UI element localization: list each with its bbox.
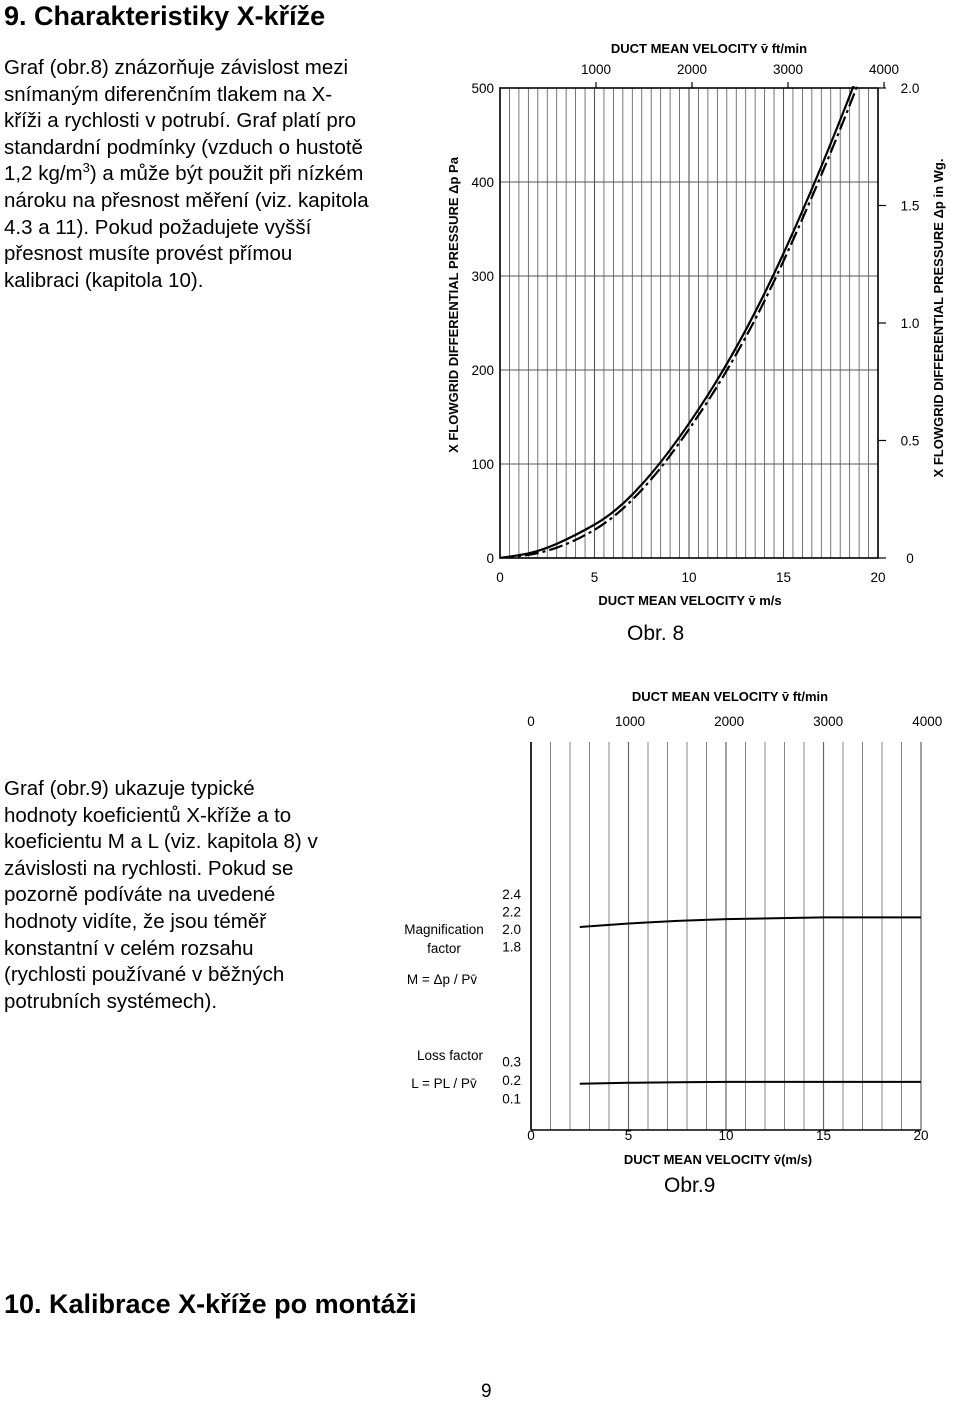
- text-line: (rychlosti používané v běžných: [4, 963, 285, 987]
- x-tick-label: 15: [815, 1128, 832, 1143]
- top-axis-title: DUCT MEAN VELOCITY v̄ ft/min: [610, 41, 808, 56]
- x-tick-label: 10: [718, 1128, 734, 1143]
- text-line: standardní podmínky (vzduch o hustotě: [4, 135, 363, 159]
- figure-8-caption: Obr. 8: [627, 622, 685, 645]
- top-tick-label: 1000: [580, 62, 612, 77]
- y-tick-label-right: 2.0: [900, 81, 920, 96]
- panel-formula: L = PL / Pv̄: [411, 1076, 477, 1091]
- x-tick-label: 20: [870, 570, 886, 585]
- x-axis-title: DUCT MEAN VELOCITY v̄(m/s): [623, 1152, 813, 1167]
- top-tick-label: 1000: [615, 714, 646, 729]
- text-line: koeficientu M a L (viz. kapitola 8) v: [4, 830, 318, 854]
- text-line: závislosti na rychlosti. Pokud se: [4, 856, 294, 880]
- y-tick-label-right: 0.5: [900, 433, 920, 449]
- y-tick-label-left: 300: [471, 269, 494, 284]
- y-tick-label: 0.1: [502, 1091, 521, 1107]
- y-axis-title-left: X FLOWGRID DIFFERENTIAL PRESSURE Δp Pa: [446, 157, 461, 453]
- text-line: přesnost musíte provést přímou: [4, 242, 293, 266]
- x-tick-label: 10: [681, 570, 697, 585]
- y-tick-label: 0.2: [502, 1073, 521, 1088]
- panel-formula: M = Δp / Pv̄: [406, 972, 478, 987]
- y-tick-label-left: 500: [471, 81, 494, 96]
- y-tick-label-right: 0: [906, 551, 914, 566]
- text-segment: 1,2 kg/m: [4, 162, 83, 186]
- y-tick-label: 2.2: [502, 904, 521, 920]
- page-number: 9: [481, 1381, 492, 1402]
- loss-factor-line: [580, 1082, 921, 1084]
- figure-8-pressure-chart: [430, 30, 960, 615]
- top-tick-label: 4000: [912, 714, 943, 729]
- text-line: pozorně podíváte na uvedené: [4, 883, 276, 907]
- y-tick-label: 2.4: [502, 886, 521, 902]
- panel-label: Magnification: [404, 922, 484, 937]
- text-line: snímaným diferenčním tlakem na X-: [4, 82, 333, 106]
- text-line: hodnoty koeficientů X-kříže a to: [4, 803, 292, 827]
- y-tick-label-left: 100: [471, 457, 494, 472]
- y-tick-label: 2.0: [502, 921, 521, 937]
- x-tick-label: 0: [527, 1128, 535, 1143]
- text-line: 4.3 a 11). Pokud požadujete vyšší: [4, 215, 312, 239]
- text-line: potrubních systémech).: [4, 989, 218, 1013]
- top-tick-label: 3000: [773, 62, 804, 77]
- figure-9-coefficient-chart: [388, 680, 960, 1175]
- paragraph-fig8-description: [4, 55, 424, 294]
- x-tick-label: 5: [590, 570, 599, 585]
- top-tick-label: 0: [527, 714, 535, 729]
- top-axis-title: DUCT MEAN VELOCITY v̄ ft/min: [631, 689, 829, 704]
- top-tick-label: 4000: [869, 62, 900, 77]
- superscript: 3: [82, 160, 90, 176]
- y-tick-label-right: 1.0: [900, 316, 920, 331]
- x-tick-label: 0: [496, 570, 504, 585]
- y-tick-label: 1.8: [502, 939, 521, 955]
- x-axis-title: DUCT MEAN VELOCITY v̄ m/s: [598, 593, 782, 608]
- x-tick-label: 15: [775, 570, 792, 585]
- y-tick-label-left: 200: [471, 363, 494, 378]
- text-line: [4, 161, 424, 188]
- section-10-heading: 10. Kalibrace X-kříže po montáži: [4, 1289, 417, 1319]
- y-tick-label: 0.3: [502, 1054, 521, 1070]
- panel-label: Loss factor: [416, 1048, 484, 1063]
- section-9-heading: 9. Charakteristiky X-kříže: [4, 1, 326, 31]
- x-tick-label: 20: [913, 1128, 929, 1143]
- text-line: Graf (obr.9) ukazuje typické: [4, 777, 255, 800]
- text-line: konstantní v celém rozsahu: [4, 936, 254, 960]
- top-tick-label: 2000: [714, 714, 745, 729]
- y-tick-label-left: 400: [471, 175, 494, 190]
- panel-label: factor: [427, 941, 461, 956]
- text-line: hodnoty vidíte, že jsou téměř: [4, 909, 267, 933]
- top-tick-label: 2000: [677, 62, 708, 77]
- magnification-factor-line: [580, 917, 921, 927]
- text-line: kříži a rychlosti v potrubí. Graf platí pro: [4, 109, 357, 133]
- text-segment: ) a může být použit při nízkém: [89, 162, 364, 186]
- paragraph-fig9-description: [4, 776, 384, 1015]
- x-tick-label: 5: [624, 1128, 633, 1143]
- y-axis-title-right: X FLOWGRID DIFFERENTIAL PRESSURE Δp in Wg.: [931, 158, 946, 478]
- y-tick-label-left: 0: [486, 551, 494, 566]
- top-tick-label: 3000: [813, 714, 844, 729]
- text-line: nároku na přesnost měření (viz. kapitola: [4, 188, 369, 212]
- text-line: Graf (obr.8) znázorňuje závislost mezi: [4, 56, 349, 79]
- text-line: kalibraci (kapitola 10).: [4, 268, 204, 292]
- figure-9-caption: Obr.9: [664, 1174, 716, 1197]
- y-tick-label-right: 1.5: [900, 198, 920, 214]
